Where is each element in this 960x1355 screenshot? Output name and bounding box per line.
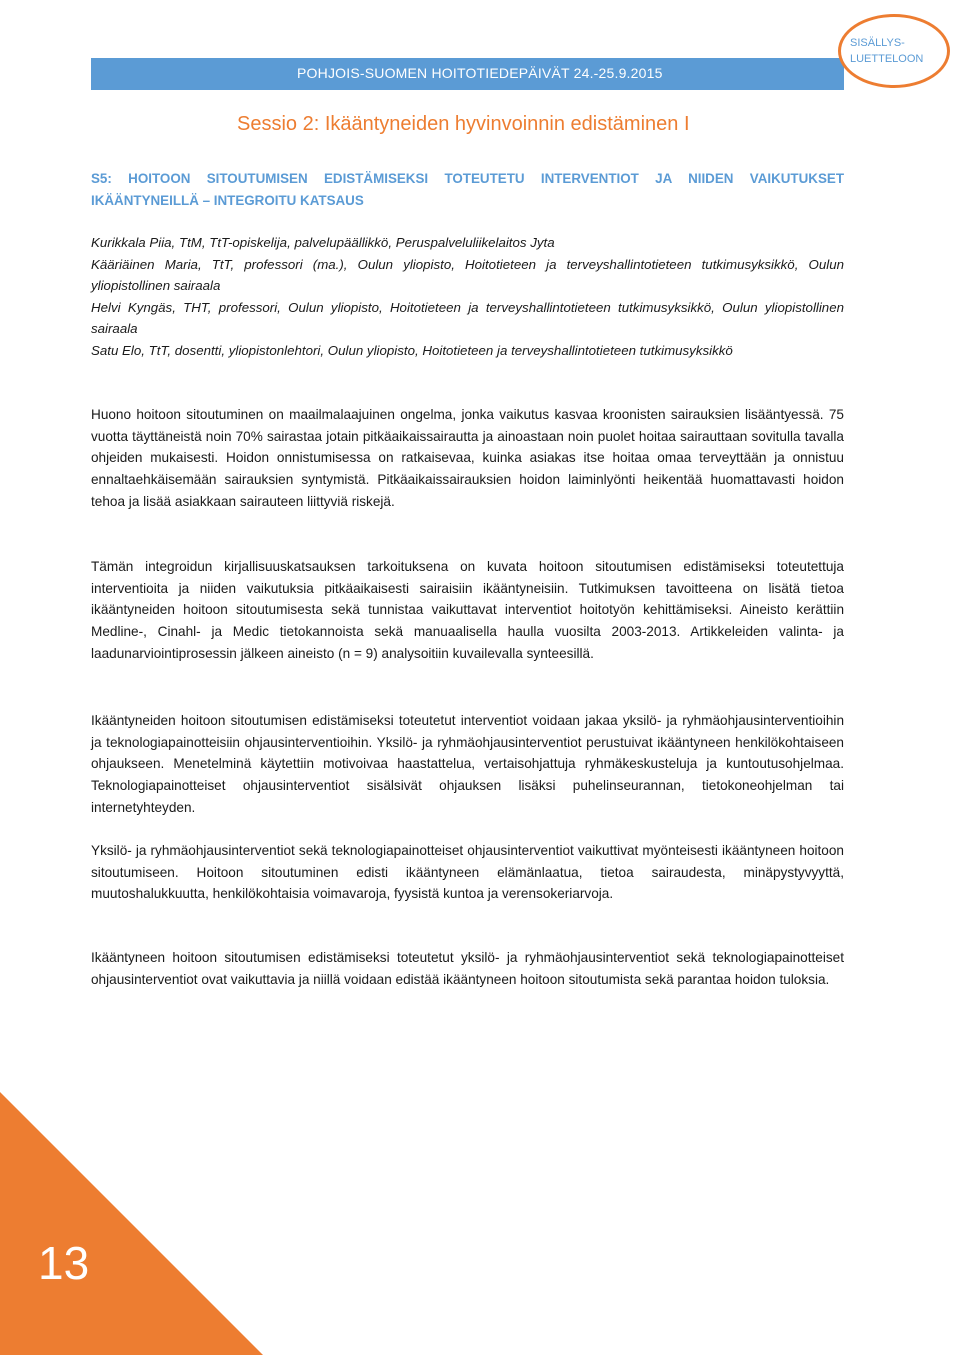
body-paragraph: Ikääntyneen hoitoon sitoutumisen edistämiseksi toteutetut yksilö- ja ryhmäohjausinterventiot sekä teknologiapainotteiset ohjausinterventiot ovat vaikuttavia ja niillä voidaan edistää ikääntyneen hoitoon sitoutumista sekä parantaa hoidon tuloksia. xyxy=(91,950,844,987)
page-number: 13 xyxy=(38,1237,90,1289)
author-entry: Helvi Kyngäs, THT, professori, Oulun yliopisto, Hoitotieteen ja terveyshallintotieteen tutkimusyksikkö, Oulun yliopistollinen sairaala xyxy=(91,299,844,337)
author-entry: Kurikkala Piia, TtM, TtT-opiskelija, palvelupäällikkö, Peruspalveluliikelaitos Jyta xyxy=(91,235,555,250)
body-paragraph: Tämän integroidun kirjallisuuskatsauksen tarkoituksena on kuvata hoitoon sitoutumisen edistämiseksi toteutettuja interventioita ja niiden vaikutuksia pitkäaikaisesti sairaisiin ikääntyneisiin. Tutkimuksen tavoitteena on lisätä tietoa ikääntyneiden hoitoon sitoutumisesta sekä tunnistaa vaikuttavat interventiot hoitotyön kehittämiseksi. Aineisto kerättiin Medline-, Cinahl- ja Medic tietokannoista sekä manuaalisella haulla vuosilta 2003-2013. Artikkeleiden valinta- ja laadunarviointiprosessin jälkeen aineisto (n = 9) analysoitiin kuvailevalla synteesillä. xyxy=(91,559,844,661)
header-bar xyxy=(91,58,844,90)
body-paragraph: Ikääntyneiden hoitoon sitoutumisen edistämiseksi toteutetut interventiot voidaan jakaa yksilö- ja ryhmäohjausinterventioihin ja teknologiapainotteisiin ohjausinterventioihin. Yksilö- ja ryhmäohjausinterventiot perustuivat ikääntyneen henkilökohtaiseen ohjaukseen. Menetelminä käytettiin motivoivaa haastattelua, vertaisohjattuja ryhmäkeskusteluja ja kuntoutusohjelmaa. Teknologiapainotteiset ohjausinterventiot sisälsivät ohjauksen lisäksi puhelinseurannan, tietokoneohjelman tai internetyhteyden. xyxy=(91,713,844,815)
body-paragraph: Yksilö- ja ryhmäohjausinterventiot sekä teknologiapainotteiset ohjausinterventiot vaikuttivat myönteisesti ikääntyneen hoitoon sitoutumiseen. Hoitoon sitoutuminen edisti ikääntyneen elämänlaatua, tietoa sairaudesta, minäpystyvyyttä, muutoshalukkuutta, henkilökohtaisia voimavaroja, fyysistä kuntoa ja verensokeriarvoja. xyxy=(91,843,844,902)
corner-decoration xyxy=(0,1092,263,1355)
abstract-title: S5: HOITOON SITOUTUMISEN EDISTÄMISEKSI TOTEUTETU INTERVENTIOT JA NIIDEN VAIKUTUKSET IKÄÄNTYNEILLÄ – INTEGROITU KATSAUS xyxy=(91,171,844,208)
header-text: POHJOIS-SUOMEN HOITOTIEDEPÄIVÄT 24.-25.9.2015 xyxy=(297,65,663,81)
session-title: Sessio 2: Ikääntyneiden hyvinvoinnin edistäminen I xyxy=(237,113,690,135)
toc-label-line2: LUETTELOON xyxy=(850,53,924,65)
body-paragraph: Huono hoitoon sitoutuminen on maailmalaajuinen ongelma, jonka vaikutus kasvaa kroonisten sairauksien lisääntyessä. 75 vuotta täyttäneistä noin 70% sairastaa jotain pitkäaikaissairautta ja ainoastaan noin puolet hoitaa sairauttaan sovitulla tavalla ohjeiden mukaisesti. Hoidon onnistumisessa on ratkaisevaa, kuinka asiakas itse hoitaa omaa terveyttään ja onnistuu ennaltaehkäisemään sairauksien syntymistä. Pitkäaikaissairauksien hoidon laiminlyönti heikentää huomattavasti hoidon tehoa ja lisää asiakkaan sairauteen liittyviä riskejä. xyxy=(91,407,844,509)
author-list xyxy=(91,232,844,362)
author-entry: Satu Elo, TtT, dosentti, yliopistonlehtori, Oulun yliopisto, Hoitotieteen ja terveyshallintotieteen tutkimusyksikkö xyxy=(91,342,733,358)
toc-link-button[interactable] xyxy=(838,14,950,88)
author-entry: Kääriäinen Maria, TtT, professori (ma.), Oulun yliopisto, Hoitotieteen ja terveyshallintotieteen tutkimusyksikkö, Oulun yliopistollinen sairaala xyxy=(91,256,844,294)
toc-label-line1: SISÄLLYS- xyxy=(850,37,905,49)
